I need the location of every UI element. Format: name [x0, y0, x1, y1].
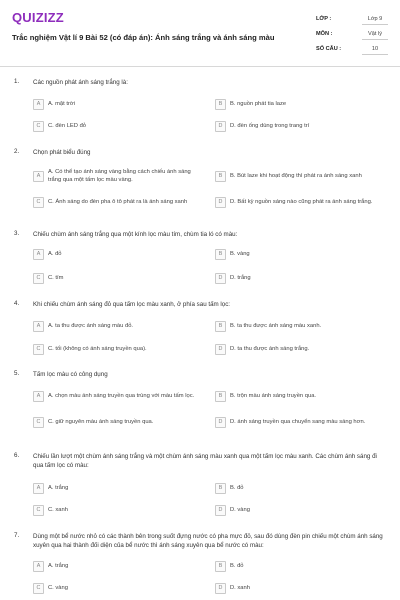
option-text: C. giữ nguyên màu ánh sáng truyền qua.: [48, 419, 154, 425]
option-text: B. nguồn phát tia laze: [230, 101, 287, 107]
option-text: A. Có thể tạo ánh sáng vàng bằng cách chiếu ánh sáng trắng qua một tấm lọc màu vàng.: [48, 169, 191, 183]
option-text: B. Bút laze khi hoạt động thì phát ra ánh sáng xanh: [230, 173, 362, 179]
option-d[interactable]: [215, 341, 390, 357]
option-letter-box: B: [215, 249, 226, 260]
option-letter-box: D: [215, 273, 226, 284]
option-letter-box: B: [215, 561, 226, 572]
question-text: Các nguồn phát ánh sáng trắng là:: [33, 79, 128, 86]
option-d[interactable]: [215, 502, 390, 518]
option-a[interactable]: [33, 480, 203, 496]
option-text: B. đỏ: [230, 485, 244, 491]
meta-value: Vật lý: [362, 29, 388, 40]
option-letter-box: D: [215, 121, 226, 132]
option-letter-box: C: [33, 583, 44, 594]
question-text: Tấm lọc màu có công dụng: [33, 371, 108, 378]
meta-row-question-count: [316, 44, 388, 59]
question-number: 1.: [14, 78, 20, 85]
option-letter-box: A: [33, 391, 44, 402]
option-letter-box: B: [215, 391, 226, 402]
option-letter-box: A: [33, 483, 44, 494]
option-d[interactable]: [215, 192, 390, 212]
quizizz-logo: QUIZIZZ: [12, 10, 64, 25]
option-text: C. xanh: [48, 507, 68, 513]
option-b[interactable]: [215, 246, 390, 262]
question-number: 5.: [14, 370, 20, 377]
header-divider: [0, 66, 400, 67]
option-text: A. trắng: [48, 563, 69, 569]
option-text: D. vàng: [230, 507, 250, 513]
option-letter-box: D: [215, 583, 226, 594]
option-b[interactable]: [215, 96, 390, 112]
option-a[interactable]: [33, 558, 203, 574]
option-b[interactable]: [215, 480, 390, 496]
option-letter-box: D: [215, 417, 226, 428]
option-letter-box: D: [215, 197, 226, 208]
option-c[interactable]: [33, 580, 203, 596]
option-text: B. vàng: [230, 251, 250, 257]
option-c[interactable]: [33, 192, 203, 212]
option-letter-box: C: [33, 505, 44, 516]
option-letter-box: C: [33, 417, 44, 428]
option-text: A. trắng: [48, 485, 69, 491]
option-c[interactable]: [33, 341, 203, 357]
question-number: 3.: [14, 230, 20, 237]
option-letter-box: D: [215, 505, 226, 516]
option-a[interactable]: [33, 386, 203, 406]
meta-label: MÔN :: [316, 31, 333, 37]
meta-row-class: [316, 14, 388, 29]
meta-label: LỚP :: [316, 16, 332, 22]
option-text: C. vàng: [48, 585, 68, 591]
option-text: A. mặt trời: [48, 101, 75, 107]
question-number: 4.: [14, 300, 20, 307]
option-b[interactable]: [215, 386, 390, 406]
option-a[interactable]: [33, 166, 203, 186]
option-letter-box: A: [33, 171, 44, 182]
option-letter-box: B: [215, 99, 226, 110]
question-number: 7.: [14, 532, 20, 539]
option-d[interactable]: [215, 412, 390, 432]
option-letter-box: B: [215, 321, 226, 332]
option-c[interactable]: [33, 502, 203, 518]
option-d[interactable]: [215, 580, 390, 596]
question-text: Chiếu chùm ánh sáng trắng qua một kính lọc màu tím, chùm tia ló có màu:: [33, 231, 238, 238]
option-text: B. trộn màu ánh sáng truyền qua.: [230, 393, 317, 399]
option-text: D. xanh: [230, 585, 250, 591]
option-d[interactable]: [215, 118, 390, 134]
option-c[interactable]: [33, 118, 203, 134]
option-text: C. đèn LED đỏ: [48, 123, 87, 129]
option-letter-box: C: [33, 121, 44, 132]
question-number: 2.: [14, 148, 20, 155]
option-b[interactable]: [215, 318, 390, 334]
option-c[interactable]: [33, 412, 203, 432]
worksheet-meta: [316, 14, 388, 59]
question-number: 6.: [14, 452, 20, 459]
option-letter-box: C: [33, 273, 44, 284]
option-a[interactable]: [33, 318, 203, 334]
option-text: D. trắng: [230, 275, 251, 281]
option-text: D. ánh sáng truyền qua chuyển sang màu sáng hơn.: [230, 419, 366, 425]
option-text: C. tối (không có ánh sáng truyền qua).: [48, 346, 147, 352]
option-letter-box: A: [33, 249, 44, 260]
option-letter-box: A: [33, 99, 44, 110]
option-letter-box: C: [33, 344, 44, 355]
option-text: C. Ánh sáng do đèn pha ô tô phát ra là ánh sáng xanh: [48, 199, 188, 205]
option-text: C. tím: [48, 275, 64, 281]
meta-label: SỐ CÂU :: [316, 46, 342, 52]
question-text: Chiếu lần lượt một chùm ánh sáng trắng và một chùm ánh sáng màu xanh qua một tấm lọc màu xanh. Các chùm ánh sáng đi qua tấm lọc có màu:: [33, 453, 377, 469]
meta-row-subject: [316, 29, 388, 44]
option-letter-box: B: [215, 483, 226, 494]
option-text: A. đỏ: [48, 251, 62, 257]
option-text: D. ta thu được ánh sáng trắng.: [230, 346, 310, 352]
option-letter-box: A: [33, 321, 44, 332]
option-b[interactable]: [215, 558, 390, 574]
worksheet-header: [0, 0, 400, 62]
option-letter-box: C: [33, 197, 44, 208]
option-a[interactable]: [33, 246, 203, 262]
option-b[interactable]: [215, 166, 390, 186]
question-text: Chọn phát biểu đúng: [33, 149, 91, 156]
meta-value: Lớp 9: [362, 14, 388, 25]
option-text: A. chọn màu ánh sáng truyền qua trùng với màu tấm lọc.: [48, 393, 195, 399]
question-text: Khi chiếu chùm ánh sáng đỏ qua tấm lọc màu xanh, ở phía sau tấm lọc:: [33, 301, 231, 308]
meta-value: 10: [362, 44, 388, 55]
worksheet-title: Trắc nghiệm Vật lí 9 Bài 52 (có đáp án): Ánh sáng trắng và ánh sáng màu: [12, 33, 275, 42]
option-letter-box: A: [33, 561, 44, 572]
option-text: D. Bất kỳ nguồn sáng nào cũng phát ra ánh sáng trắng.: [230, 199, 373, 205]
option-letter-box: D: [215, 344, 226, 355]
question-text: Dùng một bể nước nhỏ có các thành bên trong suốt đựng nước có pha mực đỏ, sau đó dùng đèn pin chiếu một chùm ánh sáng xuyên qua hai thành đối diện của bể nước thì ánh sáng xuyên qua bể nước có màu:: [33, 533, 383, 549]
option-text: A. ta thu được ánh sáng màu đỏ.: [48, 323, 134, 329]
option-text: B. đỏ: [230, 563, 244, 569]
option-c[interactable]: [33, 270, 203, 286]
option-d[interactable]: [215, 270, 390, 286]
option-text: D. đèn ống dùng trong trang trí: [230, 123, 310, 129]
option-text: B. ta thu được ánh sáng màu xanh.: [230, 323, 322, 329]
option-a[interactable]: [33, 96, 203, 112]
option-letter-box: B: [215, 171, 226, 182]
